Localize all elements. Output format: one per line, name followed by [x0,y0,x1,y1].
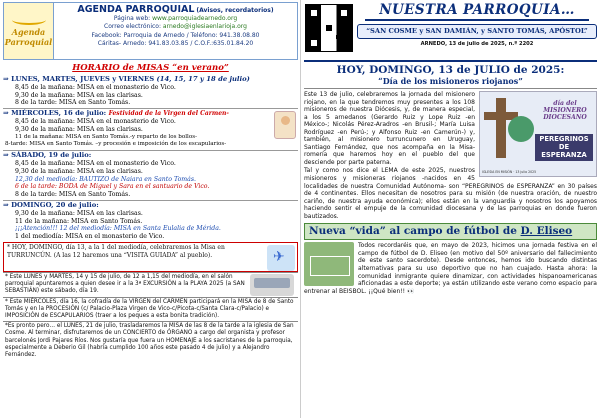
agenda-title: AGENDA PARROQUIAL [77,4,195,15]
day-label: DOMINGO, 20 de julio: [11,200,99,209]
missionary-poster [479,91,597,177]
day-suffix: (14, 15, 17 y 18 de julio) [156,75,250,83]
notes [3,272,298,360]
list-item: 6 de la tarde: BODA de Miguel y Sara en el santuario de Vico. [15,183,210,191]
note-excursion [3,272,298,297]
horario-heading [3,63,298,74]
facebook-line: Facebook: Parroquia de Arnedo / Teléfono: 941.38.08.80 [91,31,260,39]
football-title-b: D. Eliseo [520,225,573,238]
list-item: 12,30 del mediodía: BAUTIZO de Naiara en Santo Tomás. [15,175,197,183]
logo-line2: Parroquial [4,37,53,47]
plane-icon [267,245,295,271]
day-label: MIÉRCOLES, 16 de julio: [11,109,107,118]
article-paragraph-2: Tal y como nos dice el LEMA de este 2025, nuestros misioneros y misioneras riojanos -nacidos en 45 localidades de nuestra Comunidad Autónoma- son “PEREGRINOS de ESPERANZA” en 30 países de 4 continentes. Ellos necesitan de nosotros para su misión (de nuestra oración, de nuestro cariño, de nuestra ayuda económica); ellos están en la vanguardia y nosotros los apoyamos haciendo sentir el empuje de la comunidad diocesana y de las parroquias en donde fueron bautizados. [304,167,597,220]
day-label: LUNES, MARTES, JUEVES y VIERNES [11,75,155,83]
caritas-line: Cáritas- Arnedo: 941.83.03.85 / C.O.F.:635.01.84.20 [97,39,254,47]
note-text: *Es pronto pero… el LUNES, 21 de julio, trasladaremos la MISA de las 8 de la tarde a la iglesia de San Cosme. Al terminar, disfrutaremos de un CONCIERTO de ÓRGANO a cargo del organista y profesor barcelonés Jordi Pajares Ríos. Nos gustaría que fuera un HOMENAJE a los sacristanes de la parroquia, especialmente a Deberio Gil (habría cumplido 100 años este pasado 4 de julio) y a Alejandro Fernández. [5,323,294,358]
horario-title: HORARIO de MISAS [72,63,170,73]
day-saturday [3,152,298,160]
day-wednesday [3,110,298,118]
email-label: Correo electrónico: [104,23,161,31]
list-item: 11 de la mañana: MISA en Santo Tomás. [15,217,143,225]
web-link[interactable]: www.parroquiadearnedo.org [152,15,238,23]
turruncun-text: * HOY, DOMINGO, día 13, a la 1 del mediodía, celebraremos la Misa en TURRUNCÚN. (A las 12 haremos una “VISITA GUIADA” al pueblo). [7,243,225,259]
list-item: 8,45 de la mañana: MISA en el monasterio de Vico. [15,117,176,125]
qr-corner [308,37,320,49]
poster-foot-text: IGLESIA EN MISIÓN · 13 julio 2025 [482,170,537,174]
list-item: 8 de la tarde: MISA en Santo Tomás. [15,191,131,199]
list-item: 8 de la tarde: MISA en Santo Tomás. [15,99,131,107]
list-item: 11 de la mañana: MISA en Santo Tomás.-y reparto de los bollos- [15,133,197,140]
list-item: 9,30 de la mañana: MISA en las clarisas. [15,125,143,133]
day-label: SÁBADO, 19 de julio: [11,151,92,160]
email-link[interactable]: arnedo@iglesiaenlarioja.org [162,23,247,31]
web-label: Página web: [113,15,151,23]
banner-line1: HOY, DOMINGO, 13 de JULIO de 2025: [336,64,565,76]
qr-corner [338,7,350,19]
list-item: 8,45 de la mañana: MISA en el monasterio de Vico. [15,159,176,167]
main-banner [304,60,597,89]
list-item: 1 del mediodía: MISA en el monasterio de Vico. [15,233,165,241]
bus-image [250,274,294,296]
missionary-article [304,91,597,220]
nuestra-parroquia-title [357,2,597,21]
cross-icon [496,98,506,158]
note-text: * Este MIÉRCOLES, día 16, la cofradía de la VIRGEN del CARMEN participará en la MISA de 8 de Santo Tomás y en la PROCESIÓN (c/ Palacio-Plaza Virgen de Vico-c/Picota-c/Santa Clara-c/Palacio) e IMPOSICIÓN de ESCAPULARIOS (traer a los peques a esta bonita tradición). [5,298,294,319]
left-header [3,2,298,60]
list-item: 9,30 de la mañana: MISA en las clarisas. [15,91,143,99]
qr-corner [308,7,320,19]
right-title-block [357,2,597,57]
header-info [54,3,297,59]
football-text: Todos recordaréis que, en mayo de 2023, hicimos una jornada festiva en el campo de fútbol de D. Eliseo (en motivo del 50º aniversario del fallecimiento de este santo sacerdote). Desde entonces, hemos ido buscando distintas alternativas para su uso deportivo que no han cuajado. Hasta ahora: la comunidad inmigrante quiere dinamizar, con actividades hispanoamericanas aficionadas a este deporte; ya están utilizando este verano como espacio para entrenar al BEISBOL. ¡¡Qué bien!! [304,242,597,295]
horario-sub: “en verano” [172,63,229,73]
turruncun-box [3,242,298,272]
qr-dot [336,35,344,39]
article-paragraph-1: Este 13 de julio, celebraremos la jornada del misionero riojano, en la que tendremos muy presentes a los 108 misioneros de nuestra Diócesis, y, de manera especial, a los 5 arnedanos (Gerardo Ruiz y Lope Ruiz -en México-; Nicolás Pérez-Aradros -en Brusil-; María Luisa Rodríguez -en Perú-; y Alfonso Ruiz -en Camerún-) y, también, al misionero turruncunero en Uruguay, Santiago Fernández, que nos acompaña en la Misa-romería que haremos hoy en el pueblo del que desciende por parte paterna. [304,91,475,166]
note-concierto [3,321,298,360]
poster-top-text: día del MISIONERO DIOCESANO [543,100,587,121]
arrow-icon: ⇒ [3,109,9,118]
saints-box: “SAN COSME y SAN DAMIÁN, y SANTO TOMÁS, APÓSTOL” [357,24,597,39]
right-header [304,2,597,57]
right-page [300,0,600,418]
day-weekdays [3,76,298,84]
globe-icon [508,116,534,142]
list-item: 9,30 de la mañana: MISA en las clarisas. [15,209,143,217]
football-heading [304,223,597,240]
note-text: * Este LUNES y MARTES, 14 y 15 de julio, de 12 a 1,15 del mediodía, en el salón parroquial apuntaremos a quien desee ir a la 3ª EXCURSIÓN a la PLAYA 2025 (a SAN SEBASTIÁN) este sábado, día 19. [5,273,245,295]
logo-line1: Agenda [11,27,46,37]
qr-code-icon[interactable] [305,4,353,52]
list-item: ¡¡¡Atención!!! 12 del mediodía: MISA en Santa Eulalia de Mérida. [15,225,221,233]
virgen-carmen-image [274,111,296,139]
day-sunday [3,202,298,210]
fiesta-label: Festividad de la Virgen del Carmen- [108,110,229,118]
banner-line2: “Día de los misioneros riojanos” [378,76,523,86]
eyes-icon: 👀 [407,287,415,295]
issue-date: ARNEDO, 13 de julio de 2025, n.º 2202 [420,40,534,47]
qr-dot [326,25,332,31]
agenda-subtitle: (Avisos, recordatorios) [196,7,274,14]
poster-mid-text: PEREGRINOS DE ESPERANZA [535,134,593,161]
mass-schedule [3,76,298,241]
arrow-icon: ⇒ [3,75,9,83]
list-item: 8-tarde: MISA en Santo Tomás. –y procesión e imposición de los escapularios- [5,141,227,148]
list-item: 9,30 de la mañana: MISA en las clarisas. [15,167,143,175]
football-article [304,242,597,295]
list-item: 8,45 de la mañana: MISA en el monasterio de Vico. [15,83,176,91]
page-title: NUESTRA PARROQUIA… [379,2,575,18]
wave-icon [12,15,46,25]
football-field-image [304,242,354,286]
arrow-icon: ⇒ [3,200,9,209]
title-underline [365,19,589,21]
note-carmen [3,297,298,322]
agenda-logo [4,3,54,59]
football-title-a: Nueva “vida” al campo de fútbol de [309,225,521,238]
arrow-icon: ⇒ [3,151,9,160]
